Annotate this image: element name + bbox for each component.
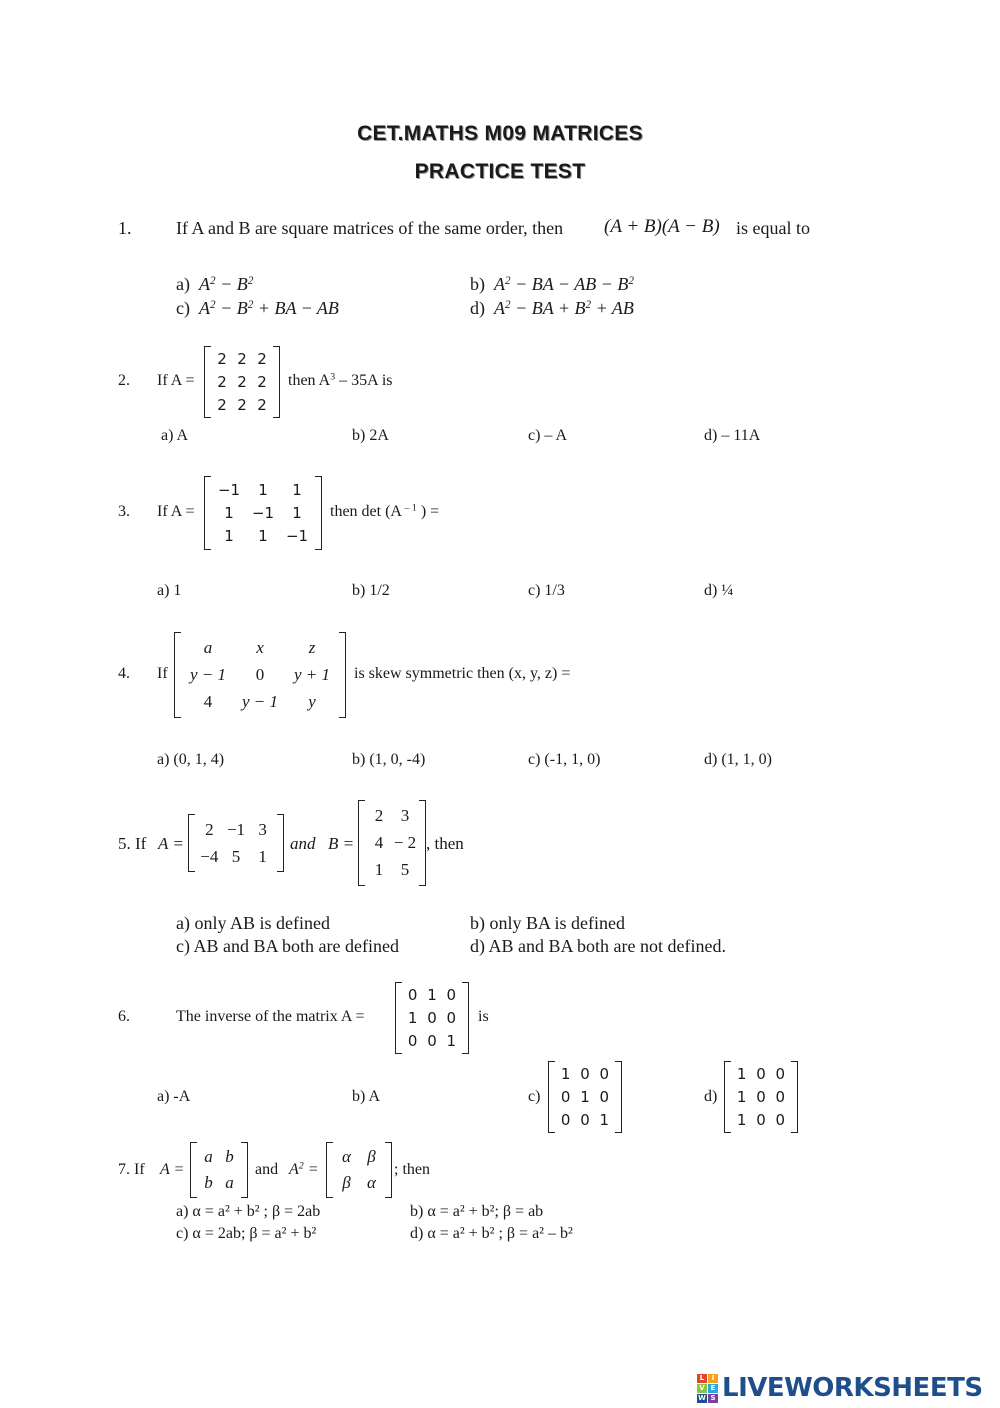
q4-option-a[interactable]: a) (0, 1, 4) bbox=[157, 751, 225, 768]
logo-block: E bbox=[708, 1384, 718, 1393]
matrix-cell: 2 bbox=[217, 395, 227, 414]
q3-option-a[interactable]: a) 1 bbox=[157, 582, 182, 599]
matrix-cell: 0 bbox=[446, 1008, 457, 1027]
q6-suffix: is bbox=[478, 1008, 489, 1025]
matrix-cell: 2 bbox=[237, 350, 247, 369]
matrix-cell: 1 bbox=[258, 480, 268, 499]
matrix-cell: b bbox=[225, 1147, 234, 1166]
q5-suffix: , then bbox=[426, 834, 464, 853]
matrix-cell: 0 bbox=[775, 1087, 786, 1106]
q1-option-a-label: a) bbox=[176, 274, 190, 294]
q5-and: and bbox=[290, 834, 316, 853]
matrix-cell: β bbox=[367, 1147, 376, 1166]
q7-matrix-a bbox=[190, 1142, 248, 1198]
matrix-cell: 1 bbox=[292, 503, 302, 522]
matrix-cell: 3 bbox=[258, 819, 267, 839]
q4-prefix: If bbox=[157, 665, 168, 682]
logo-block: L bbox=[697, 1374, 707, 1383]
matrix-cell: α bbox=[367, 1173, 376, 1192]
matrix-cell: y − 1 bbox=[189, 664, 227, 684]
q6-text: The inverse of the matrix A = bbox=[176, 1008, 365, 1025]
q7-option-c[interactable]: c) α = 2ab; β = a² + b² bbox=[176, 1225, 317, 1242]
q5-a-label: A = bbox=[158, 834, 184, 853]
matrix-cell: −4 bbox=[200, 846, 219, 866]
matrix-cell: a bbox=[225, 1173, 234, 1192]
q2-suffix-post: – 35A is bbox=[335, 372, 393, 389]
matrix-cell: y bbox=[308, 692, 316, 712]
q1-text: If A and B are square matrices of the same order, then bbox=[176, 218, 564, 238]
matrix-cell: 1 bbox=[258, 846, 267, 866]
page-subtitle: PRACTICE TEST bbox=[414, 160, 586, 183]
q4-suffix: is skew symmetric then (x, y, z) = bbox=[354, 665, 571, 682]
q3-prefix: If A = bbox=[157, 503, 195, 520]
q6-option-a[interactable]: a) -A bbox=[157, 1088, 191, 1105]
q7-option-b[interactable]: b) α = a² + b²; β = ab bbox=[410, 1203, 544, 1220]
matrix-cell: 0 bbox=[599, 1065, 610, 1084]
matrix-cell: 2 bbox=[257, 372, 267, 391]
matrix-cell: x bbox=[256, 637, 264, 657]
q7-option-a[interactable]: a) α = a² + b² ; β = 2ab bbox=[176, 1203, 321, 1220]
q2-matrix bbox=[204, 346, 280, 418]
q1-option-b[interactable]: b) $A^2$ − BA − AB − $B^2$ bbox=[470, 274, 634, 294]
q1-option-d-label: d) bbox=[470, 298, 485, 318]
q5-option-a[interactable]: a) only AB is defined bbox=[176, 913, 330, 933]
q4-number: 4. bbox=[118, 665, 130, 682]
matrix-cell: 2 bbox=[237, 395, 247, 414]
q3-matrix bbox=[204, 476, 322, 550]
matrix-cell: 0 bbox=[756, 1065, 766, 1084]
q4-option-c[interactable]: c) (-1, 1, 0) bbox=[528, 751, 601, 768]
q5-matrix-a bbox=[188, 814, 284, 872]
matrix-cell: 2 bbox=[217, 350, 227, 369]
q7-suffix: ; then bbox=[394, 1161, 430, 1178]
matrix-cell: 0 bbox=[775, 1110, 786, 1129]
matrix-cell: 4 bbox=[203, 692, 213, 712]
logo-block: W bbox=[698, 1393, 706, 1402]
logo-blocks-icon bbox=[697, 1374, 718, 1403]
q7-a2-eq: = bbox=[303, 1161, 319, 1178]
q4-option-b[interactable]: b) (1, 0, -4) bbox=[352, 751, 426, 768]
matrix-cell: 1 bbox=[292, 480, 302, 499]
q1-option-b-label: b) bbox=[470, 274, 485, 294]
matrix-cell: 1 bbox=[258, 527, 268, 546]
q1-option-c-label: c) bbox=[176, 298, 190, 318]
matrix-cell: 1 bbox=[580, 1087, 590, 1106]
matrix-cell: 1 bbox=[736, 1110, 747, 1129]
q6-option-c-matrix bbox=[548, 1061, 622, 1133]
matrix-cell: − 2 bbox=[393, 832, 417, 852]
q5-b-label: B = bbox=[328, 834, 355, 853]
matrix-cell: 1 bbox=[224, 527, 234, 546]
q7-a2-sup: 2 bbox=[298, 1160, 304, 1172]
matrix-cell: 1 bbox=[736, 1087, 747, 1106]
matrix-cell: 0 bbox=[599, 1087, 610, 1106]
matrix-cell: 0 bbox=[560, 1110, 571, 1129]
q1-option-c[interactable]: c) $A^2 - B^2$ + BA − AB bbox=[176, 298, 339, 318]
matrix-cell: 1 bbox=[446, 1031, 457, 1050]
matrix-cell: 0 bbox=[560, 1087, 571, 1106]
q2-suffix bbox=[288, 372, 393, 390]
matrix-cell: 0 bbox=[756, 1110, 766, 1129]
matrix-cell: −1 bbox=[251, 503, 275, 522]
q7-option-d[interactable]: d) α = a² + b² ; β = a² – b² bbox=[410, 1225, 573, 1242]
matrix-cell: −1 bbox=[285, 527, 309, 546]
page-title: CET.MATHS M09 MATRICES bbox=[357, 122, 643, 145]
q7-matrix-a2 bbox=[326, 1142, 392, 1198]
q3-suffix-pre: then det (A bbox=[330, 503, 402, 520]
matrix-cell: 0 bbox=[580, 1065, 590, 1084]
q6-number: 6. bbox=[118, 1008, 130, 1025]
matrix-cell: y + 1 bbox=[293, 664, 331, 684]
q3-suffix-sup: – 1 bbox=[401, 502, 417, 514]
matrix-cell: 2 bbox=[257, 350, 267, 369]
matrix-cell: 1 bbox=[407, 1008, 418, 1027]
q6-matrix bbox=[395, 982, 469, 1054]
q2-number: 2. bbox=[118, 372, 130, 389]
matrix-cell: 5 bbox=[231, 846, 241, 866]
q6-option-d-matrix bbox=[724, 1061, 798, 1133]
q6-option-c[interactable]: c) bbox=[528, 1088, 541, 1105]
q5-option-c[interactable]: c) AB and BA both are defined bbox=[176, 936, 399, 956]
matrix-cell: 0 bbox=[756, 1087, 766, 1106]
q3-suffix-post: ) = bbox=[416, 503, 440, 520]
matrix-cell: a bbox=[204, 1147, 213, 1166]
matrix-cell: 2 bbox=[374, 805, 384, 825]
liveworksheets-logo[interactable] bbox=[697, 1373, 983, 1403]
q5-option-d[interactable]: d) AB and BA both are not defined. bbox=[470, 936, 726, 956]
matrix-cell: 2 bbox=[205, 819, 214, 839]
q1-option-a[interactable]: a) $A^2 - B^2$ bbox=[176, 274, 254, 294]
q3-option-d[interactable]: d) ¼ bbox=[704, 582, 734, 599]
q2-prefix: If A = bbox=[157, 372, 195, 389]
q1-expression: (A + B)(A − B) bbox=[604, 216, 720, 237]
q5-option-b[interactable]: b) only BA is defined bbox=[470, 913, 625, 933]
matrix-cell: 2 bbox=[257, 395, 267, 414]
matrix-cell: 5 bbox=[400, 860, 410, 880]
q3-number: 3. bbox=[118, 503, 130, 520]
q1-option-d[interactable]: d) $A^2$ − BA + $B^2$ + AB bbox=[470, 298, 634, 318]
q2-option-b[interactable]: b) 2A bbox=[352, 427, 389, 444]
matrix-cell: z bbox=[308, 637, 316, 657]
matrix-cell: α bbox=[342, 1147, 351, 1166]
q7-a2-label bbox=[289, 1161, 319, 1179]
matrix-cell: 1 bbox=[427, 986, 437, 1005]
matrix-cell: 0 bbox=[255, 664, 265, 684]
q5-number: 5. If bbox=[118, 834, 147, 853]
matrix-cell: 1 bbox=[736, 1065, 747, 1084]
q2-option-a[interactable]: a) A bbox=[161, 427, 189, 444]
q2-option-d[interactable]: d) – 11A bbox=[704, 427, 761, 444]
matrix-cell: 1 bbox=[560, 1065, 571, 1084]
logo-block: S bbox=[708, 1394, 718, 1403]
matrix-cell: y − 1 bbox=[241, 692, 279, 712]
q6-option-b[interactable]: b) A bbox=[352, 1088, 380, 1105]
matrix-cell: 0 bbox=[427, 1031, 437, 1050]
q6-option-d[interactable]: d) bbox=[704, 1088, 718, 1105]
q2-suffix-pre: then A bbox=[288, 372, 331, 389]
q4-matrix bbox=[174, 632, 346, 718]
matrix-cell: a bbox=[203, 637, 213, 657]
q4-option-d[interactable]: d) (1, 1, 0) bbox=[704, 751, 772, 768]
logo-text: LIVEWORKSHEETS bbox=[722, 1373, 983, 1403]
matrix-cell: −1 bbox=[226, 819, 246, 839]
matrix-cell: 0 bbox=[407, 986, 418, 1005]
matrix-cell: 0 bbox=[407, 1031, 418, 1050]
q2-suffix-sup: 3 bbox=[330, 371, 336, 383]
q7-number: 7. If bbox=[118, 1161, 145, 1178]
matrix-cell: 3 bbox=[400, 805, 410, 825]
matrix-cell: 0 bbox=[446, 986, 457, 1005]
q3-option-b[interactable]: b) 1/2 bbox=[352, 582, 390, 599]
matrix-cell: b bbox=[204, 1173, 213, 1192]
matrix-cell: −1 bbox=[217, 480, 241, 499]
matrix-cell: 4 bbox=[374, 832, 384, 852]
q3-suffix bbox=[330, 503, 439, 521]
matrix-cell: 1 bbox=[224, 503, 234, 522]
matrix-cell: 2 bbox=[237, 372, 247, 391]
matrix-cell: 0 bbox=[580, 1110, 590, 1129]
q2-option-c[interactable]: c) – A bbox=[528, 427, 568, 444]
q7-a-label: A = bbox=[160, 1161, 185, 1178]
logo-block: V bbox=[697, 1384, 707, 1393]
q3-option-c[interactable]: c) 1/3 bbox=[528, 582, 565, 599]
matrix-cell: 2 bbox=[217, 372, 227, 391]
logo-block: I bbox=[708, 1374, 718, 1383]
matrix-cell: β bbox=[342, 1173, 351, 1192]
q5-matrix-b bbox=[358, 800, 426, 886]
matrix-cell: 1 bbox=[374, 860, 384, 880]
q1-number: 1. bbox=[118, 218, 132, 238]
q7-and: and bbox=[255, 1161, 279, 1178]
matrix-cell: 0 bbox=[427, 1008, 437, 1027]
matrix-cell: 1 bbox=[599, 1110, 610, 1129]
q7-a2-letter: A bbox=[289, 1161, 299, 1178]
q1-tail: is equal to bbox=[736, 218, 810, 238]
matrix-cell: 0 bbox=[775, 1065, 786, 1084]
